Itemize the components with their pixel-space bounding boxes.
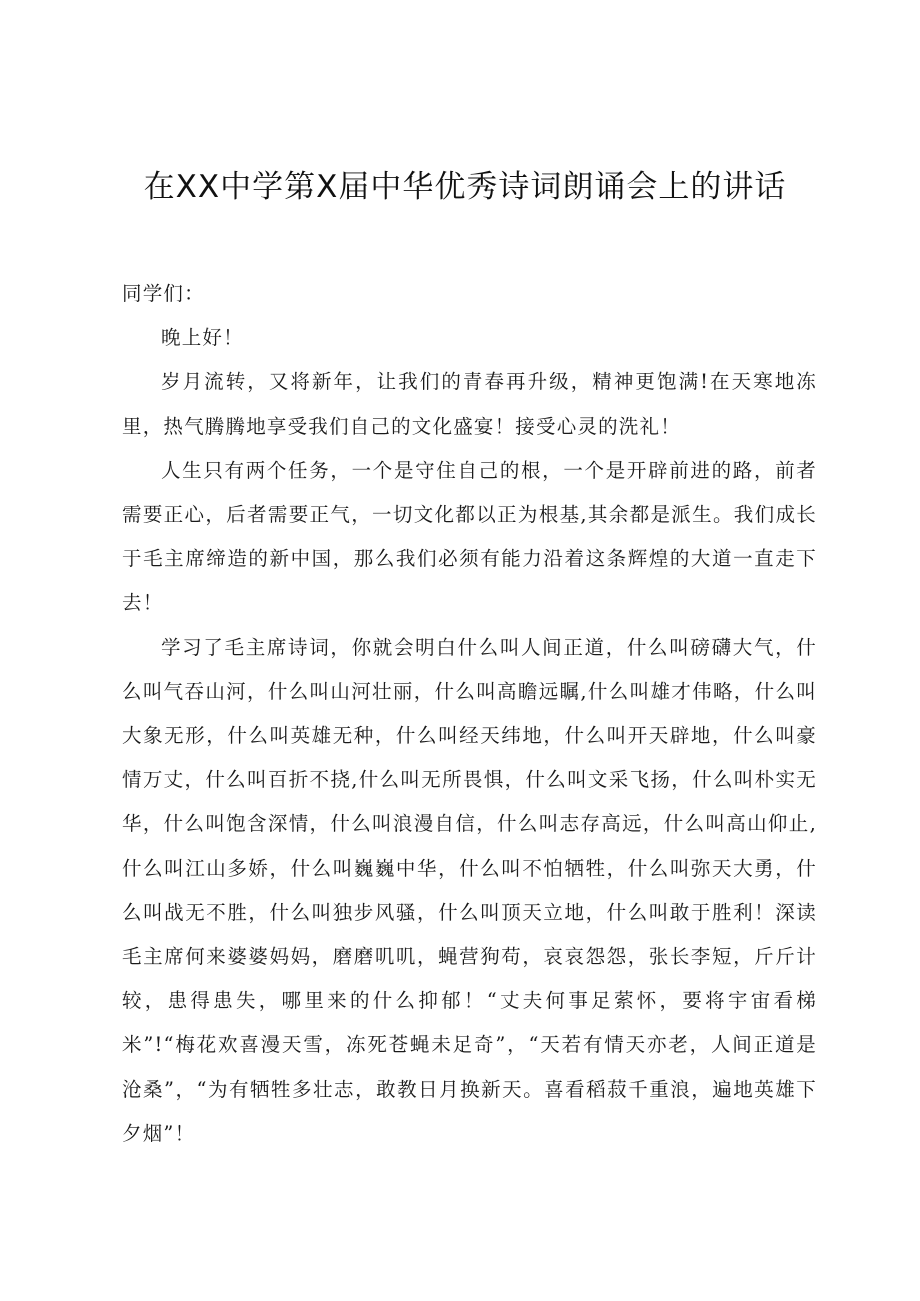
salutation: 同学们：	[122, 282, 205, 305]
paragraph-greeting: 晚上好！	[161, 326, 244, 350]
paragraph-new-year: 岁月流转，又将新年，让我们的青春再升级，精神更饱满!在天寒地冻里，热气腾腾地享受我们自己的文化盛宴！接受心灵的洗礼！	[122, 370, 817, 438]
paragraph-poetry: 学习了毛主席诗词，你就会明白什么叫人间正道，什么叫磅礴大气，什么叫气吞山河，什么叫山河壮丽，什么叫高瞻远瞩,什么叫雄才伟略，什么叫大象无形，什么叫英雄无种，什么叫经天纬地，什么叫开天辟地，什么叫豪情万丈，什么叫百折不挠,什么叫无所畏惧，什么叫文采飞扬，什么叫朴实无华，什么叫饱含深情，什么叫浪漫自信，什么叫志存高远，什么叫高山仰止,什么叫江山多娇，什么叫巍巍中华，什么叫不怕牺牲，什么叫弥天大勇，什么叫战无不胜，什么叫独步风骚，什么叫顶天立地，什么叫敢于胜利！深读毛主席何来婆婆妈妈，磨磨叽叽，蝇营狗苟，哀哀怨怨，张长李短，斤斤计较，患得患失，哪里来的什么抑郁！“丈夫何事足萦怀，要将宇宙看梯米”!“梅花欢喜漫天雪，冻死苍蝇未足奇”，“天若有情天亦老，人间正道是沧桑”，“为有牺牲多壮志，敢教日月换新天。喜看稻菽千重浪，遍地英雄下夕烟”！	[122, 635, 817, 1145]
document-title: 在XX中学第X届中华优秀诗词朗诵会上的讲话	[143, 169, 787, 205]
paragraph-life-tasks: 人生只有两个任务，一个是守住自己的根，一个是开辟前进的路，前者需要正心，后者需要正气，一切文化都以正为根基,其余都是派生。我们成长于毛主席缔造的新中国，那么我们必须有能力沿着这条辉煌的大道一直走下去！	[122, 458, 817, 615]
document-body	[122, 272, 817, 1156]
